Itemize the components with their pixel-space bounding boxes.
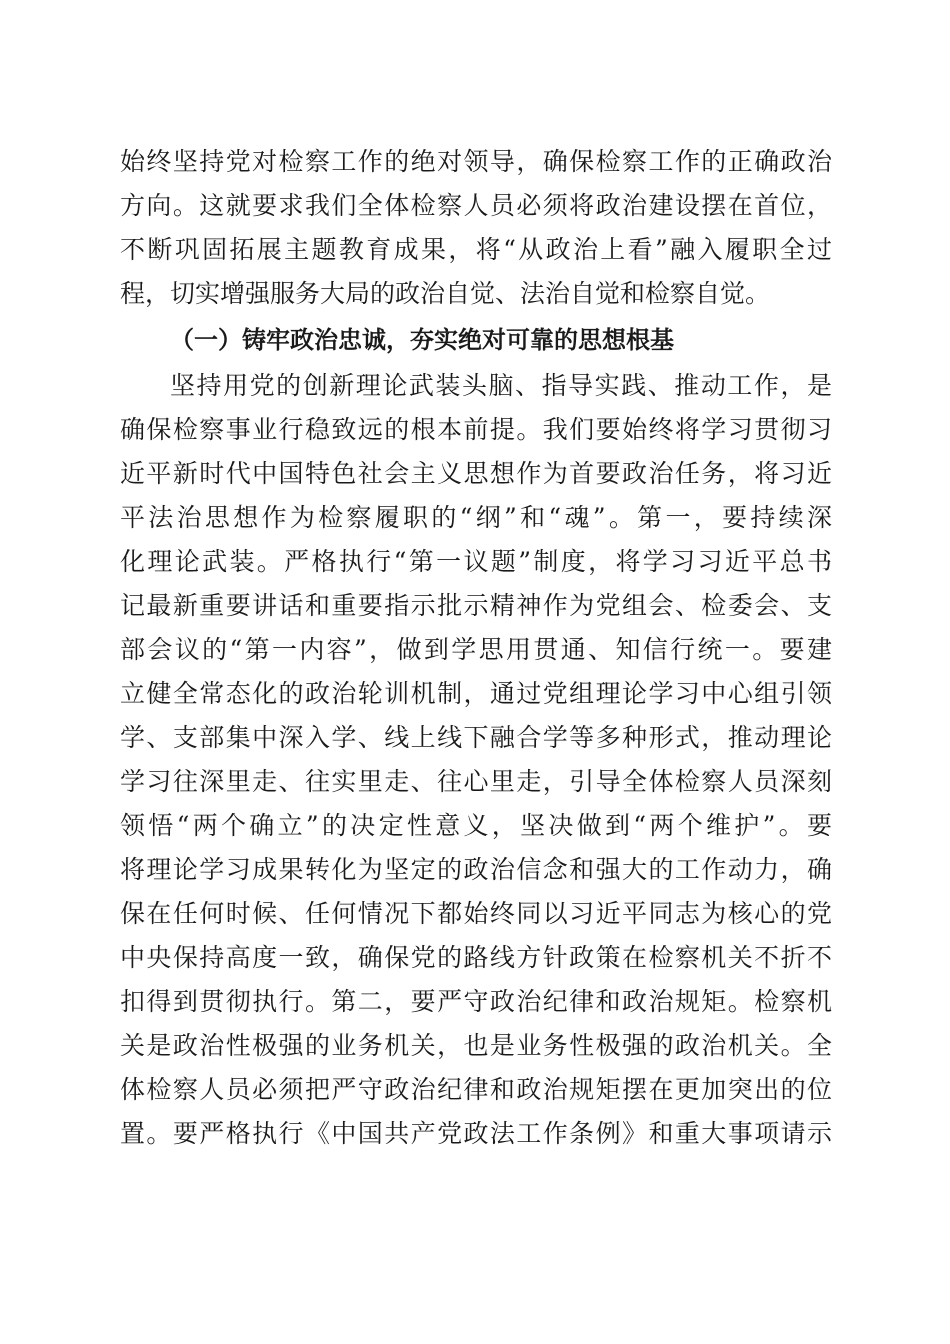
paragraph-2-line-10: 学习往深里走、往实里走、往心里走，引导全体检察人员深刻	[120, 767, 832, 796]
section-heading: （一）铸牢政治忠诚，夯实绝对可靠的思想根基	[170, 326, 674, 354]
paragraph-2-line-12: 将理论学习成果转化为坚定的政治信念和强大的工作动力，确	[120, 855, 832, 884]
paragraph-2-line-5: 化理论武装。严格执行“第一议题”制度，将学习习近平总书	[120, 547, 832, 576]
paragraph-2-line-4: 平法治思想作为检察履职的“纲”和“魂”。第一，要持续深	[120, 503, 832, 532]
paragraph-2-line-13: 保在任何时候、任何情况下都始终同以习近平同志为核心的党	[120, 899, 832, 928]
paragraph-2-line-16: 关是政治性极强的业务机关，也是业务性极强的政治机关。全	[120, 1031, 832, 1060]
paragraph-1-line-1: 始终坚持党对检察工作的绝对领导，确保检察工作的正确政治	[120, 147, 832, 176]
paragraph-2-line-17: 体检察人员必须把严守政治纪律和政治规矩摆在更加突出的位	[120, 1075, 832, 1104]
paragraph-2-line-2: 确保检察事业行稳致远的根本前提。我们要始终将学习贯彻习	[120, 415, 832, 444]
paragraph-1-line-3: 不断巩固拓展主题教育成果，将“从政治上看”融入履职全过	[120, 235, 832, 264]
paragraph-2-line-1: 坚持用党的创新理论武装头脑、指导实践、推动工作，是	[170, 371, 832, 400]
paragraph-2-line-7: 部会议的“第一内容”，做到学思用贯通、知信行统一。要建	[120, 635, 832, 664]
paragraph-2-line-18: 置。要严格执行《中国共产党政法工作条例》和重大事项请示	[120, 1119, 832, 1148]
paragraph-2-line-9: 学、支部集中深入学、线上线下融合学等多种形式，推动理论	[120, 723, 832, 752]
paragraph-1-line-2: 方向。这就要求我们全体检察人员必须将政治建设摆在首位，	[120, 191, 832, 220]
paragraph-1-line-4: 程，切实增强服务大局的政治自觉、法治自觉和检察自觉。	[120, 279, 771, 308]
paragraph-2-line-6: 记最新重要讲话和重要指示批示精神作为党组会、检委会、支	[120, 591, 832, 620]
paragraph-2-line-15: 扣得到贯彻执行。第二，要严守政治纪律和政治规矩。检察机	[120, 987, 832, 1016]
paragraph-2-line-8: 立健全常态化的政治轮训机制，通过党组理论学习中心组引领	[120, 679, 832, 708]
paragraph-2-line-3: 近平新时代中国特色社会主义思想作为首要政治任务，将习近	[120, 459, 832, 488]
paragraph-2-line-14: 中央保持高度一致，确保党的路线方针政策在检察机关不折不	[120, 943, 832, 972]
paragraph-2-line-11: 领悟“两个确立”的决定性意义，坚决做到“两个维护”。要	[120, 811, 832, 840]
